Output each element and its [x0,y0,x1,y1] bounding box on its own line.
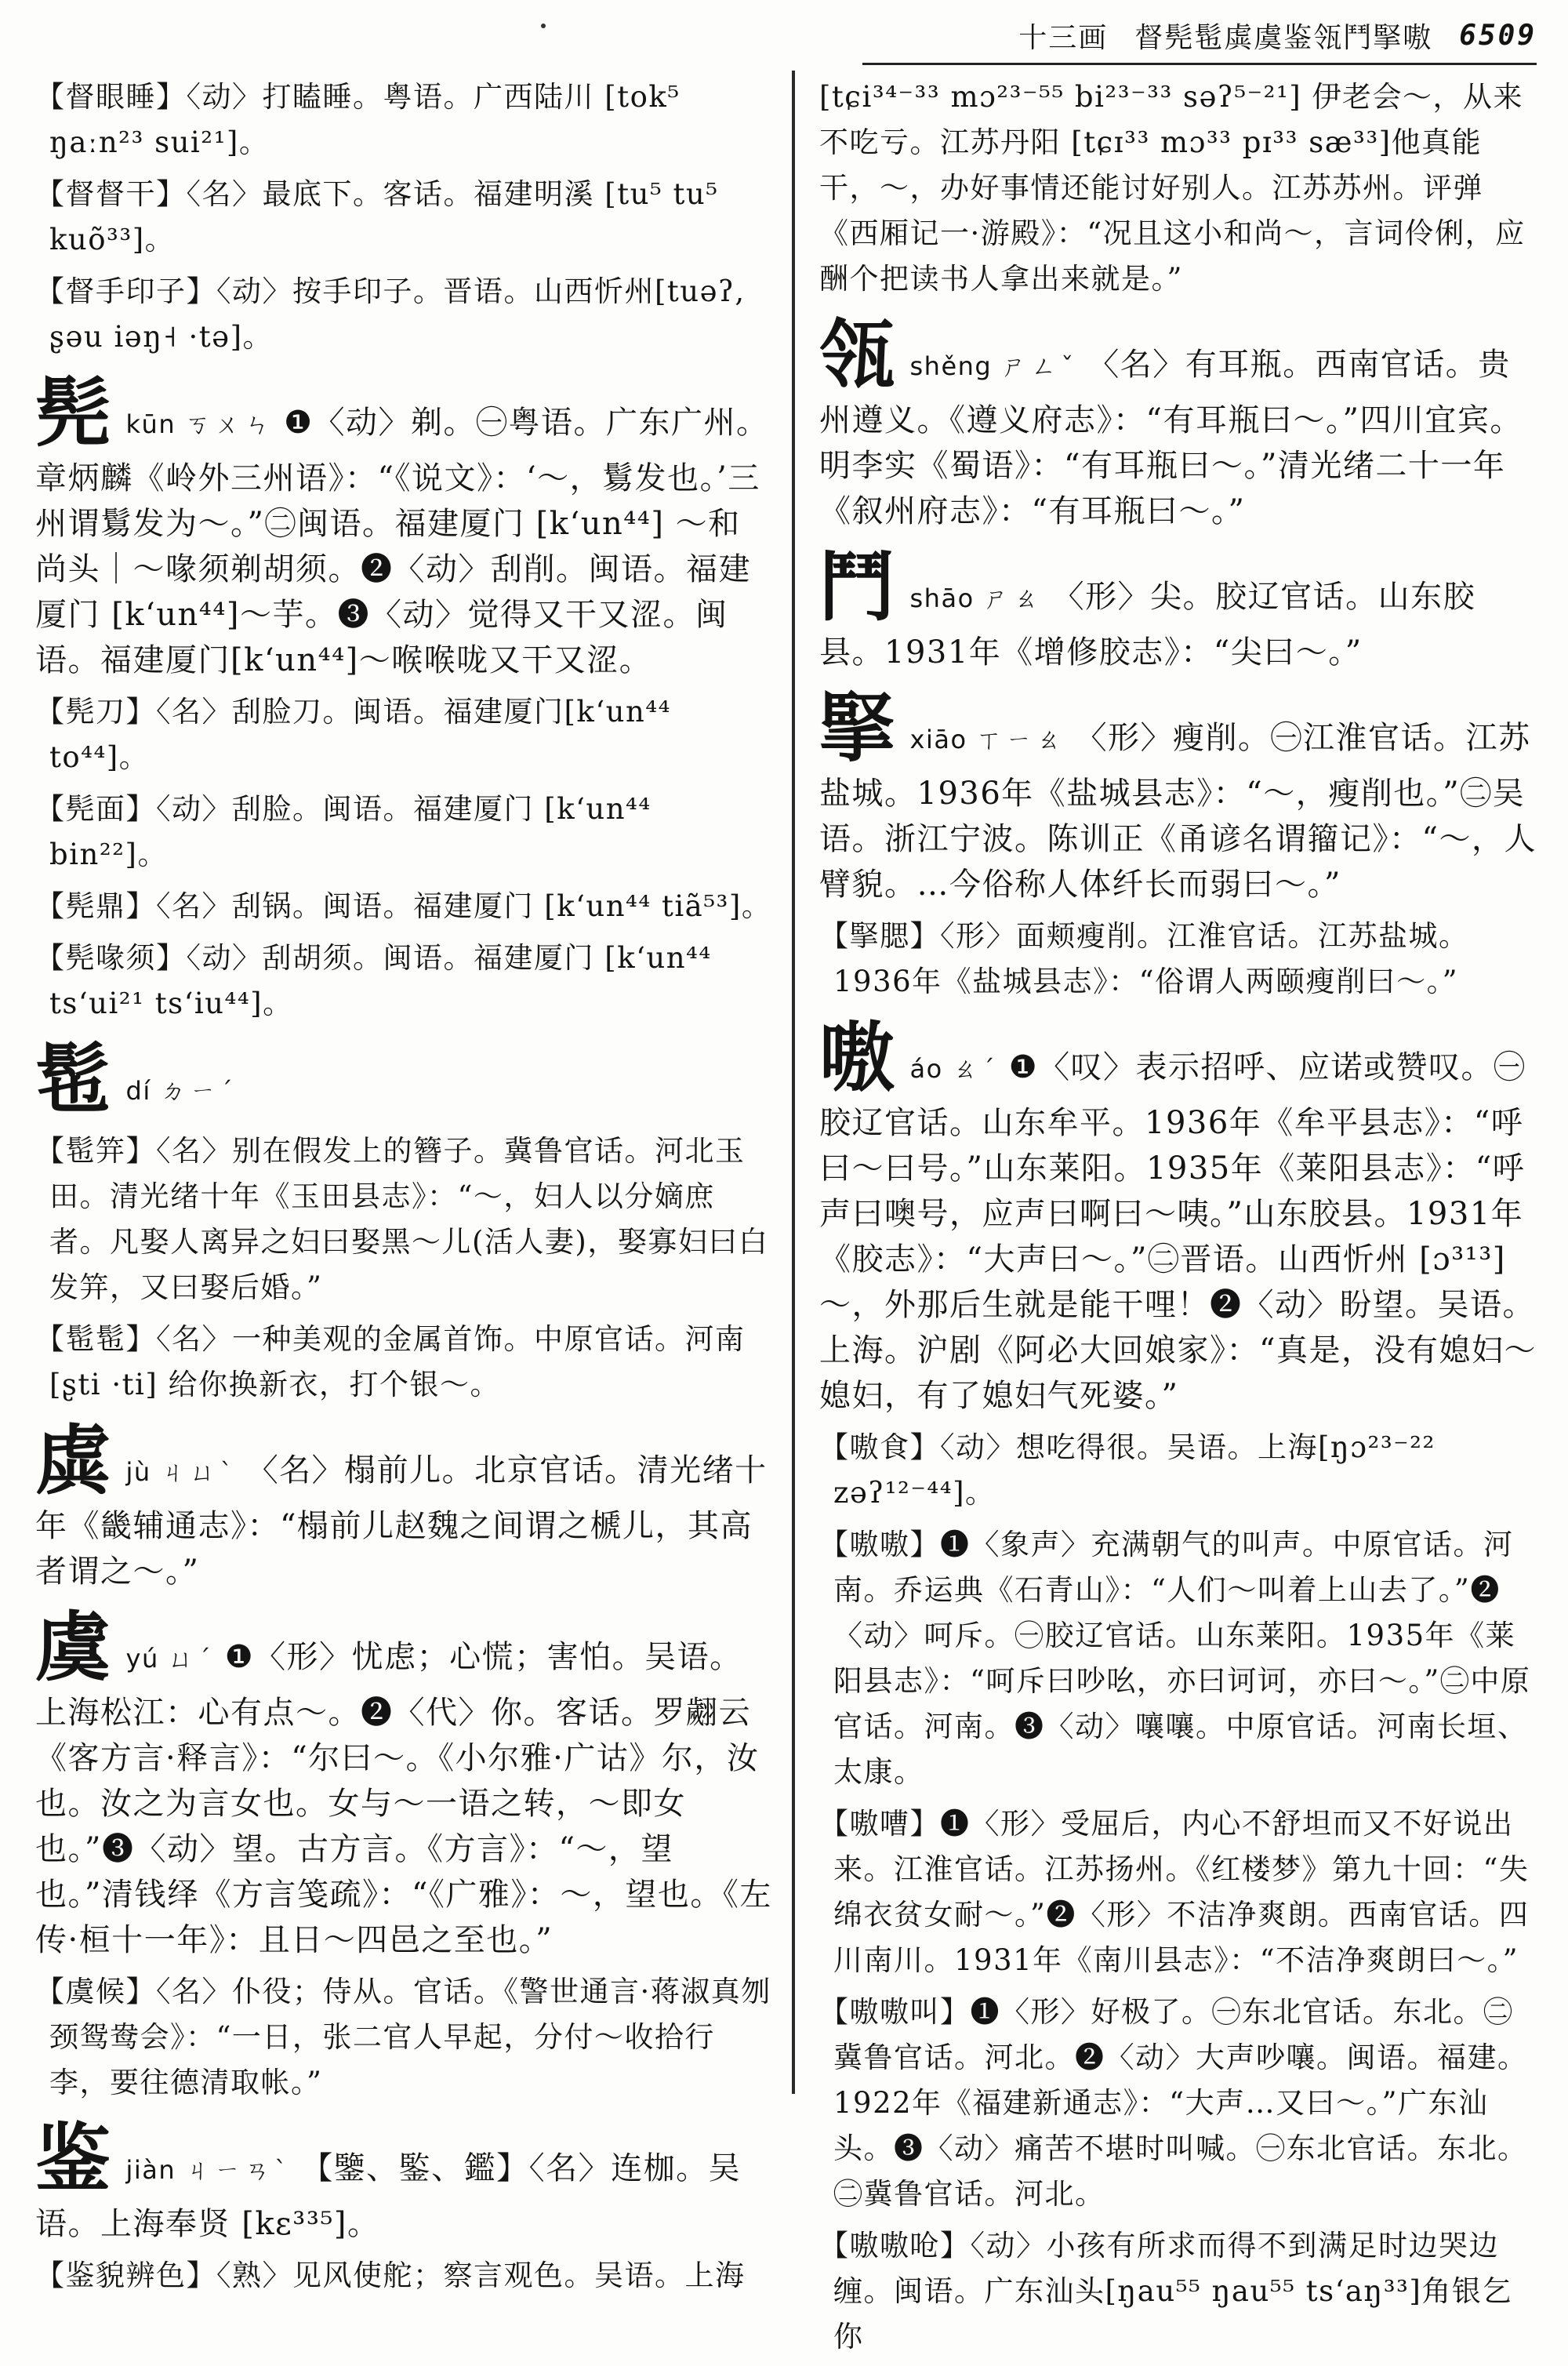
definition-text: 〈形〉瘦削。㊀江淮官话。江苏盐城。1936年《盐城县志》：“～，瘦削也。”㊁吴语。浙江宁波。陈训正《甬谚名谓籀记》：“～，人臂貌。…今俗称人体纤长而弱曰～。” [819,720,1537,903]
pinyin: áo [909,1054,943,1084]
header-rule [862,63,1537,65]
headword-entry [35,1605,772,1963]
definition-text: ❶〈形〉忧虑；心慌；害怕。吴语。上海松江：心有点～。❷〈代〉你。客话。罗翽云《客方言·释言》：“尔曰～。《小尔雅·广诂》尔，汝也。汝之为言女也。女与～一语之转，～即女也。”❸〈动〉望。古方言。《方言》：“～，望也。”清钱绎《方言笺疏》：“《广雅》：～，望也。《左传·桓十一年》：且日～四邑之至也。” [35,1639,772,1958]
continued-text: [tɕi³⁴⁻³³ mɔ²³⁻⁵⁵ bi²³⁻³³ səʔ⁵⁻²¹] 伊老会～，从来不吃亏。江苏丹阳 [tɕɪ³³ mɔ³³ pɪ³³ sæ³³]他真能干，～，办好事情还能讨好别人。江苏苏州。评弹《西厢记一·游殿》：“况且这小和尚～，言词伶俐，应酬个把读书人拿出来就是。” [819,80,1526,296]
headword-character: 瓴 [819,311,896,399]
zhuyin: ㄐㄩˋ [160,1457,238,1487]
subentry: 【督眼睡】〈动〉打瞌睡。粤语。广西陆川 [tok⁵ ŋaːn²³ sui²¹]。 [35,80,681,159]
headword-entry [35,2114,772,2247]
definition-text: ❶〈动〉剃。㊀粤语。广东广州。章炳麟《岭外三州语》：“《说文》：‘～，鬄发也。’三州谓鬄发为～。”㊁闽语。福建厦门 [k‘un⁴⁴] ～和尚头｜～喙须剃胡须。❷〈动〉刮削。闽语。福建厦门 [k‘un⁴⁴]～芋。❸〈动〉觉得又干又涩。闽语。福建厦门[k‘un⁴⁴]～喉喉咙又干又涩。 [35,405,769,678]
left-column [35,75,772,2305]
headword-entry [819,686,1541,907]
definition-text: 【鑒、鍳、鑑】〈名〉连枷。吴语。上海奉贤 [kɛ³³⁵]。 [35,2150,742,2242]
zhuyin: ㄎㄨㄣ [185,409,275,439]
subentry: 【髡鼎】〈名〉刮锅。闽语。福建厦门 [k‘un⁴⁴ tiã⁵³]。 [35,889,772,923]
headword-character: 鉴 [35,2114,112,2203]
column-divider [792,71,795,2094]
subentry: 【掔腮】〈形〉面颊瘦削。江淮官话。江苏盐城。1936年《盐城县志》：“俗谓人两颐瘦削曰～。” [819,919,1469,998]
subentry: 【督手印子】〈动〉按手印子。晋语。山西忻州[tuəʔ, ʂəu iəŋ˧ ·tə]。 [35,274,746,354]
subentry: 【髡面】〈动〉刮脸。闽语。福建厦门 [k‘un⁴⁴ bin²²]。 [35,792,652,871]
subentry: 【督督干】〈名〉最底下。客话。福建明溪 [tu⁵ tu⁵ kuõ³³]。 [35,177,719,256]
subentry: 【嗷嗷】❶〈象声〉充满朝气的叫声。中原官话。河南。乔运典《石青山》：“人们～叫着上山去了。”❷〈动〉呵斥。㊀胶辽官话。山东莱阳。1935年《莱阳县志》：“呵斥曰吵吆，亦曰诃诃，亦曰～。”㊁中原官话。河南。❸〈动〉嚷嚷。中原官话。河南长垣、太康。 [819,1528,1531,1789]
headword-character: 虡 [35,1416,112,1505]
pinyin: yú [125,1644,159,1674]
page-mark [541,24,546,28]
zhuyin: ㄕㄠ [983,583,1044,613]
subentry: 【髢髢】〈名〉一种美观的金属首饰。中原官话。河南 [ʂti ·ti] 给你换新衣，打个银～。 [35,1322,746,1401]
headword-entry [35,1416,772,1594]
headword-character: 掔 [819,684,896,772]
headword-entry [819,313,1541,534]
definition-text: ❶〈叹〉表示招呼、应诺或赞叹。㊀胶辽官话。山东牟平。1936年《牟平县志》：“呼曰～曰号。”山东莱阳。1935年《莱阳县志》：“呼声曰噢号，应声曰啊曰～咦。”山东胶县。1931年《胶志》：“大声曰～。”㊁晋语。山西忻州 [ɔ³¹³] ～，外那后生就是能干哩！❷〈动〉盼望。吴语。上海。沪剧《阿必大回娘家》：“真是，没有媳妇～媳妇，有了媳妇气死婆。” [819,1049,1537,1414]
pinyin: shěng [909,351,993,381]
subentry: 【嗷嘈】❶〈形〉受屈后，内心不舒坦而又不好说出来。江淮官话。江苏扬州。《红楼梦》第九十回：“失绵衣贫女耐～。”❷〈形〉不洁净爽朗。西南官话。四川南川。1931年《南川县志》：“不洁净爽朗曰～。” [819,1807,1530,1977]
zhuyin: ㄠˊ [952,1054,1000,1084]
zhuyin: ㄕㄥˇ [1001,351,1079,381]
subentry: 【髡刀】〈名〉刮脸刀。闽语。福建厦门[k‘un⁴⁴ to⁴⁴]。 [35,695,671,774]
headword-entry [35,1035,772,1124]
headword-character: 虞 [35,1603,112,1692]
subentry: 【嗷嗷叫】❶〈形〉好极了。㊀东北官话。东北。㊁冀鲁官话。河北。❷〈动〉大声吵嚷。闽语。福建。1922年《福建新通志》：“大声…又曰～。”广东汕头。❸〈动〉痛苦不堪时叫喊。㊀东北官话。东北。㊁冀鲁官话。河北。 [819,1995,1528,2211]
zhuyin: ㄉㄧˊ [160,1076,238,1106]
section-title: 十三画 [1018,21,1109,54]
headword-character: 鬥 [819,543,896,631]
page-header [862,8,1537,63]
headword-character: 髢 [35,1035,112,1124]
zhuyin: ㄩˊ [168,1644,216,1674]
pinyin: kūn [125,409,176,439]
definition-text: 〈形〉尖。胶辽官话。山东胶县。1931年《增修胶志》：“尖曰～。” [819,579,1476,671]
pinyin: shāo [909,583,975,613]
pinyin: jiàn [125,2155,176,2185]
headword-entry [35,371,772,683]
subentry: 【鉴貌辨色】〈熟〉见风使舵；察言观色。吴语。上海 [35,2259,746,2292]
pinyin: dí [125,1076,151,1106]
right-column [819,75,1541,2366]
definition-text: 〈名〉有耳瓶。西南官话。贵州遵义。《遵义府志》：“有耳瓶曰～。”四川宜宾。明李实《蜀语》：“有耳瓶曰～。”清光绪二十一年《叙州府志》：“有耳瓶曰～。” [819,347,1523,529]
subentry: 【虞候】〈名〉仆役；侍从。官话。《警世通言·蒋淑真刎颈鸳鸯会》：“一日，张二官人早起，分付～收拾行李，要往德清取帐。” [35,1975,771,2099]
headword-entry [819,545,1541,675]
pinyin: xiāo [909,725,967,754]
zhuyin: ㄐㄧㄢˋ [185,2155,292,2185]
subentry: 【嗷食】〈动〉想吃得很。吴语。上海[ŋɔ²³⁻²² zəʔ¹²⁻⁴⁴]。 [819,1430,1436,1510]
pinyin: jù [125,1457,151,1487]
definition-text: 〈名〉榻前儿。北京官话。清光绪十年《畿辅通志》：“榻前儿赵魏之间谓之榹儿，其高者谓之～。” [35,1452,768,1590]
subentry: 【嗷嗷呛】〈动〉小孩有所求而得不到满足时边哭边缠。闽语。广东汕头[ŋau⁵⁵ ŋau⁵⁵ ts‘aŋ³³]角银乞你 [819,2229,1512,2353]
header-characters: 督髡髢虡虞鉴瓴鬥掔嗷 [1134,21,1433,54]
headword-entry [819,1013,1541,1419]
zhuyin: ㄒㄧㄠ [976,725,1066,754]
subentry: 【髢笄】〈名〉别在假发上的簪子。冀鲁官话。河北玉田。清光绪十年《玉田县志》：“～，妇人以分嫡庶者。凡娶人离异之妇曰娶黑～儿(活人妻)，娶寡妇曰白发笄，又曰娶后婚。” [35,1134,769,1304]
headword-character: 髡 [35,369,112,457]
page-number: 6509 [1459,19,1537,52]
headword-character: 嗷 [819,1013,896,1102]
subentry: 【髡喙须】〈动〉刮胡须。闽语。福建厦门 [k‘un⁴⁴ ts‘ui²¹ ts‘iu⁴⁴]。 [35,941,712,1020]
